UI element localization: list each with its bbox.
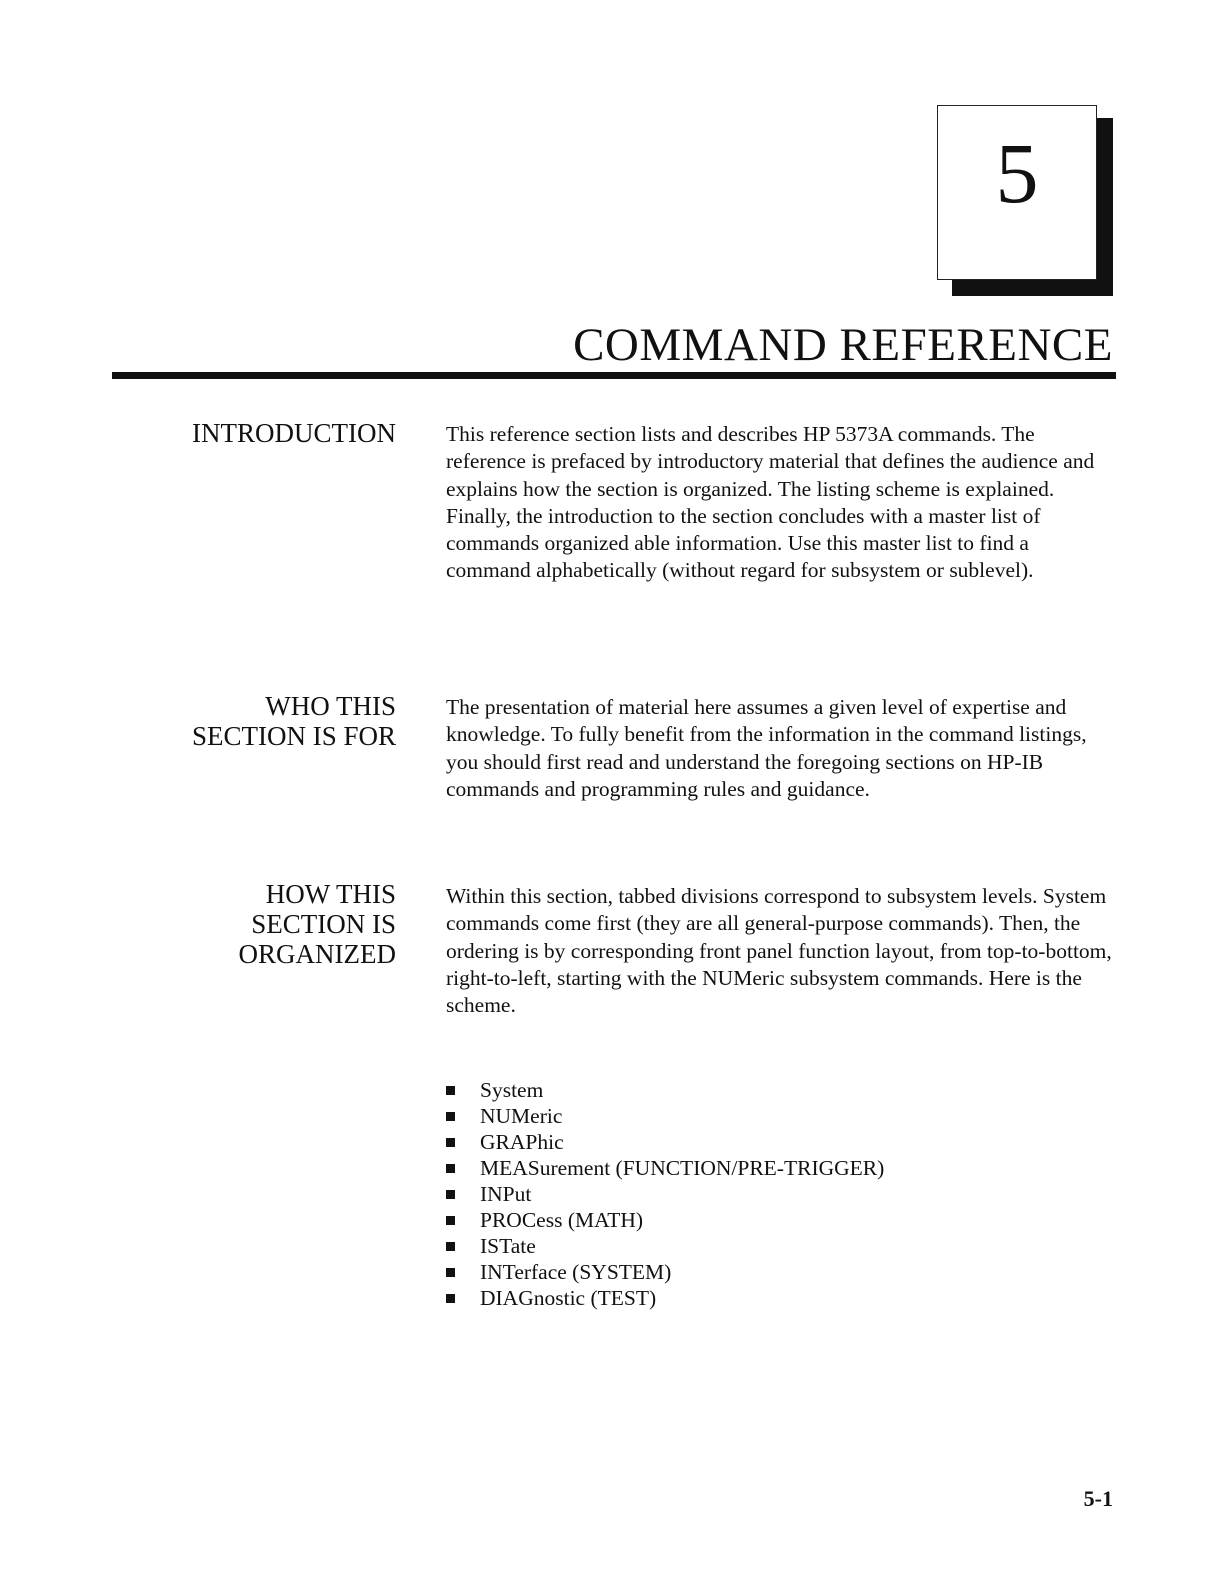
bullet-icon	[446, 1086, 455, 1095]
title-rule	[112, 372, 1116, 379]
list-item-text: PROCess (MATH)	[480, 1208, 644, 1232]
list-item-text: NUMeric	[480, 1104, 563, 1128]
introduction-heading-text: INTRODUCTION	[192, 418, 396, 448]
chapter-number: 5	[995, 125, 1039, 221]
list-item	[446, 1207, 884, 1233]
list-item	[446, 1233, 884, 1259]
list-item	[446, 1285, 884, 1311]
page-number: 5-1	[1083, 1486, 1113, 1511]
list-item-text: INPut	[480, 1182, 532, 1206]
organization-heading-line-2: SECTION IS	[251, 909, 396, 939]
list-item	[446, 1155, 884, 1181]
list-item	[446, 1103, 884, 1129]
introduction-paragraph: This reference section lists and describes HP 5373A commands. The reference is prefaced by introductory material that defines the audience and explains how the section is organized. The listing scheme is explained. Finally, the introduction to the section concludes with a master list of commands organized able information. Use this master list to find a command alphabetically (without regard for subsystem or sublevel).	[446, 422, 1095, 583]
bullet-icon	[446, 1294, 455, 1303]
list-item-text: System	[480, 1078, 544, 1102]
bullet-icon	[446, 1268, 455, 1277]
chapter-tab-shadow-bottom	[952, 280, 1113, 296]
list-item	[446, 1129, 884, 1155]
bullet-icon	[446, 1112, 455, 1121]
organization-paragraph: Within this section, tabbed divisions correspond to subsystem levels. System commands come first (they are all general-purpose commands). Then, the ordering is by corresponding front panel function layout, from top-to-bottom, right-to-left, starting with the NUMeric subsystem commands. Here is the scheme.	[446, 884, 1112, 1018]
audience-paragraph: The presentation of material here assumes a given level of expertise and knowledge. To fully benefit from the information in the command listings, you should first read and understand the foregoing sections on HP-IB commands and programming rules and guidance.	[446, 695, 1087, 801]
organization-heading-line-3: ORGANIZED	[238, 939, 396, 969]
organization-body	[446, 883, 1116, 1019]
bullet-icon	[446, 1138, 455, 1147]
audience-heading-line-2: SECTION IS FOR	[191, 721, 396, 751]
list-item-text: DIAGnostic (TEST)	[480, 1286, 657, 1310]
list-item	[446, 1077, 884, 1103]
list-item-text: GRAPhic	[480, 1130, 564, 1154]
chapter-title: COMMAND REFERENCE	[573, 319, 1113, 371]
chapter-tab-shadow-right	[1097, 118, 1113, 296]
audience-heading-line-1: WHO THIS	[265, 691, 396, 721]
introduction-body	[446, 421, 1116, 585]
list-item-text: MEASurement (FUNCTION/PRE-TRIGGER)	[480, 1156, 885, 1180]
introduction-heading	[96, 418, 396, 448]
bullet-icon	[446, 1242, 455, 1251]
audience-heading	[96, 691, 396, 751]
organization-heading	[96, 879, 396, 969]
list-item	[446, 1181, 884, 1207]
audience-body	[446, 694, 1116, 803]
subsystem-list	[446, 1077, 884, 1311]
list-item-text: ISTate	[480, 1234, 536, 1258]
list-item-text: INTerface (SYSTEM)	[480, 1260, 672, 1284]
bullet-icon	[446, 1164, 455, 1173]
bullet-icon	[446, 1216, 455, 1225]
list-item	[446, 1259, 884, 1285]
organization-heading-line-1: HOW THIS	[265, 879, 396, 909]
bullet-icon	[446, 1190, 455, 1199]
